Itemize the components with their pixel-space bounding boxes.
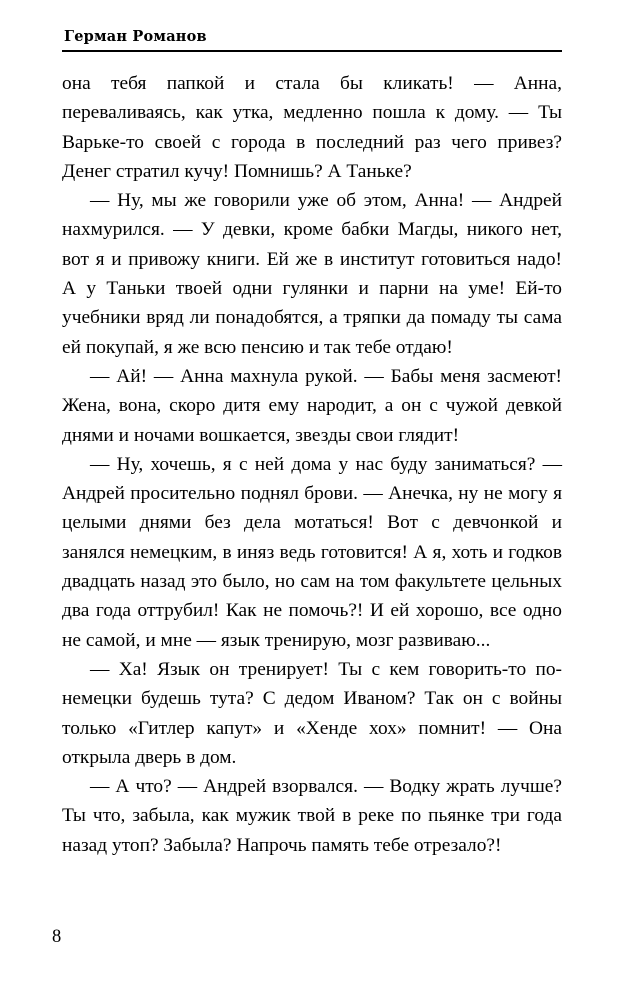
page-number: 8 bbox=[52, 927, 62, 947]
paragraph: — А что? — Андрей взорвался. — Водку жрать лучше? Ты что, забыла, как мужик твой в реке по пьянке три года назад утоп? Забыла? Напрочь память тебе отрезало?! bbox=[62, 776, 562, 856]
paragraph: — Ну, хочешь, я с ней дома у нас буду заниматься? — Андрей просительно поднял брови. — Анечка, ну не могу я целыми днями без дела мотаться! Вот с девчонкой и занялся немецким, в иняз ведь готовится! А я, хоть и годков двадцать назад это было, но сам на том факультете цельных два года оттрубил! Как не помочь?! И ей хорошо, все одно не самой, и мне — язык тренирую, мозг развиваю... bbox=[62, 453, 562, 651]
paragraph: — Ну, мы же говорили уже об этом, Анна! — Андрей нахмурился. — У девки, кроме бабки Магды, никого нет, вот я и привожу книги. Ей же в институт готовиться надо! А у Таньки твоей одни гулянки и парни на уме! Ей-то учебники вряд ли понадобятся, а тряпки да помаду ты сама ей покупай, я же всю пенсию и так тебе отдаю! bbox=[62, 190, 562, 358]
body-text bbox=[62, 69, 562, 860]
paragraph: — Ха! Язык он тренирует! Ты с кем говорить-то по-немецки будешь тута? С дедом Иваном? Так он с войны только «Гитлер капут» и «Хенде хох» помнит! — Она открыла дверь в дом. bbox=[62, 658, 562, 768]
header-rule bbox=[62, 50, 562, 52]
paragraph: — Ай! — Анна махнула рукой. — Бабы меня засмеют! Жена, вона, скоро дитя ему народит, а он с чужой девкой днями и ночами вошкается, звезды свои глядит! bbox=[62, 365, 562, 446]
paragraph: она тебя папкой и стала бы кликать! — Анна, переваливаясь, как утка, медленно пошла к дому. — Ты Варьке-то своей с города в последний раз чего привез? Денег стратил кучу! Помнишь? А Таньке? bbox=[62, 73, 562, 182]
running-head: Герман Романов bbox=[64, 28, 207, 45]
